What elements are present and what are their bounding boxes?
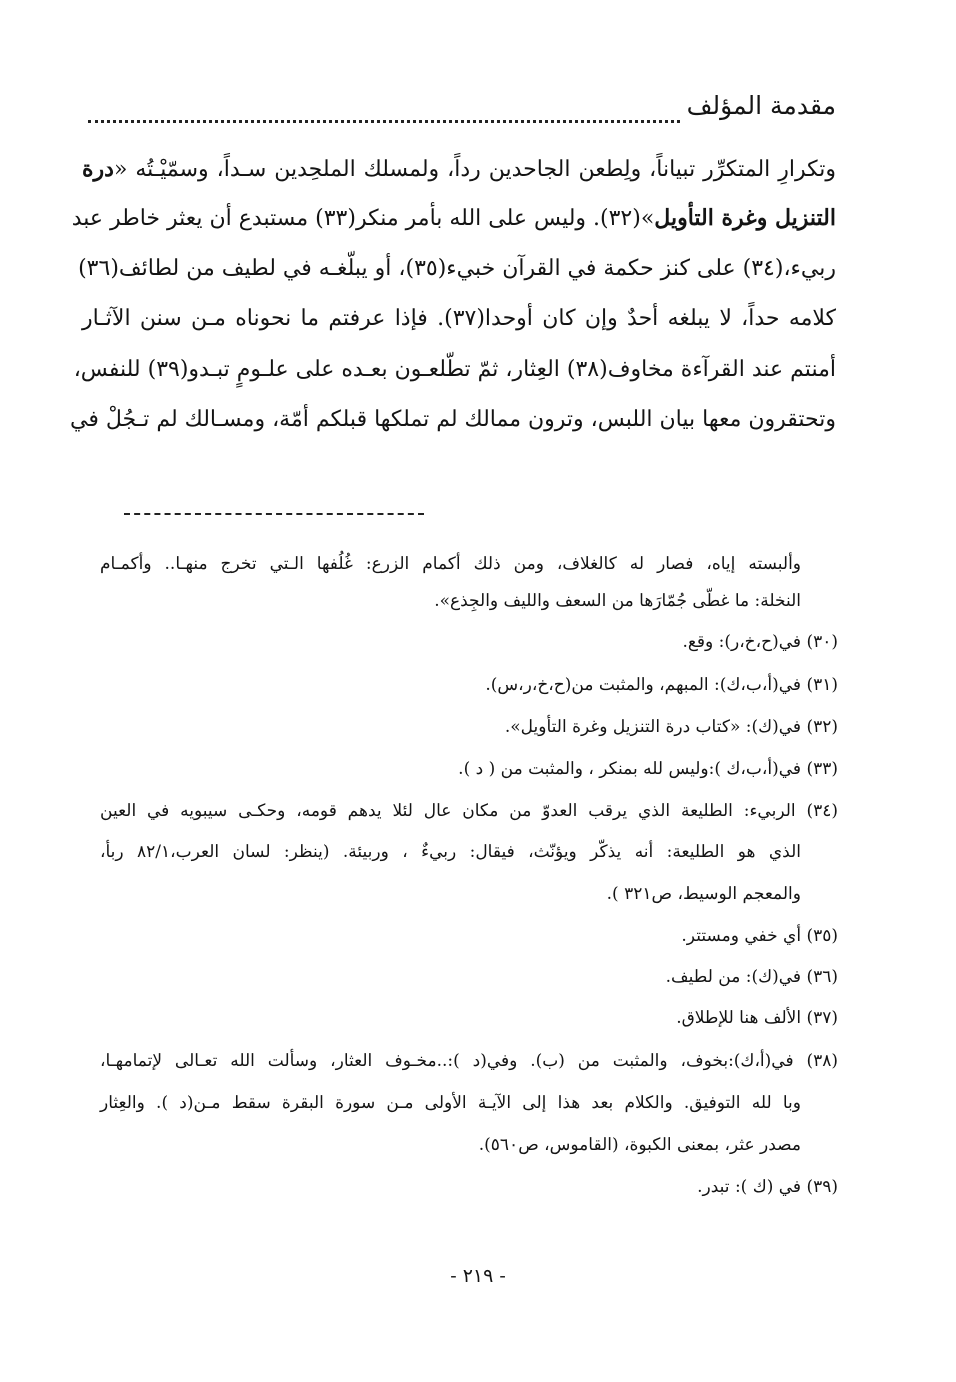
footnote-35: (٣٥) أي خفي ومستتر. [681,926,838,946]
main-text-line-1-part-a: وتكرارِ المتكرِّر تبياناً، ولِطعن الجاحدين رداً، ولمسلك الملحِدين سـداً، وسمّيْـتُه « [113,157,836,182]
header-dotted-rule [88,120,680,123]
main-text-line-3: ربيء،(٣٤) على كنز حكمة في القرآن خبيء(٣٥)، أو يبلّغـه في لطيف من لطائف(٣٦) [78,256,836,281]
footnote-37: (٣٧) الألف هنا للإطلاق. [676,1008,838,1028]
main-text-line-6: وتحتقرون معها بيان اللبس، وترون ممالك لم تملكها قبلكم أمّة، ومسـالك لم تـجُلْ في [70,407,836,432]
book-title-bold-part-2: التنزيل وغرة التأويل [654,205,836,231]
footnote-32: (٣٢) في(ك): «كتاب درة التنزيل وغرة التأويل». [504,717,838,737]
footnote-36: (٣٦) في(ك): من لطيف. [665,967,838,987]
book-title-bold-part-1: درة [82,156,114,182]
footnote-30: (٣٠) في(ح،خ،ر): وقع. [682,632,838,652]
footnote-38-line-3: مصدر عثر، بمعنى الكبوة، (القاموس، ص٥٦٠). [478,1135,801,1155]
footnote-33: (٣٣) في(أ،ب،ك ):وليس لله بمنكر ، والمثبت من ( د ). [458,759,838,779]
main-text-line-4: كلامه حداً، لا يبلغه أحدٌ وإن كان أوحدا(٣٧). فإذا عرفتم ما نحوناه مـن سنن الآثـار [82,306,836,331]
main-text-line-1 [82,152,836,187]
main-text-line-2 [71,201,836,236]
footnote-continuation-line-1: وألبسته إياه، فصار له كالغلاف، ومن ذلك أكمام الزرع: غُلُفها الـتي تخرج منهـا.. وأكمـام [100,554,801,574]
footnote-39: (٣٩) في (ك ): تبدر. [697,1177,838,1197]
footnote-38-line-1: (٣٨) في(أ،ك):بخوف، والمثبت من (ب). وفي(د ):..مخـوف العثار، وسألت الله تعـالى لإتمامهـا، [100,1051,838,1071]
page-number: - ٢١٩ - [450,1265,506,1287]
page-header-title: مقدمة المؤلف [686,91,836,120]
footnote-34-line-3: والمعجم الوسيط، ص٣٢١ ). [606,884,801,904]
footnote-separator [124,513,424,515]
footnote-34-line-2: الذي هو الطليعة: أنه يذكّر ويؤنّث، فيقال: ربيءٌ ، وربيئة. (ينظر: لسان العرب،٨٢/١ ربأ، [100,842,801,862]
footnote-31: (٣١) في(أ،ب،ك): المبهم، والمثبت من(ح،خ،ر،س). [485,675,838,695]
footnote-38-line-2: وبا لله التوفيق. والكلام بعد هذا إلى الآيـة الأولى مـن سورة البقرة سقط مـن(د ). والعِثار [100,1093,801,1113]
footnote-continuation-line-2: النخلة: ما غطّى جُمّارَها من السعف والليف والجِذع». [434,591,801,611]
main-text-line-2-part-b: »(٣٢). وليس على الله بأمر منكر(٣٣) مستبدع أن يعثر خاطر عبد [71,206,655,231]
footnote-34-line-1: (٣٤) الربيء: الطليعة الذي يرقب العدوّ من مكان عال لئلا يدهم قومه، وحكـى سيبويه في العين [100,801,838,821]
main-text-line-5: أمنتم عند القرآءة مخاوف(٣٨) العِثار، ثمّ تطّلعـون بعـده على علـومٍ تبـدو(٣٩) للنفس، [73,357,836,382]
